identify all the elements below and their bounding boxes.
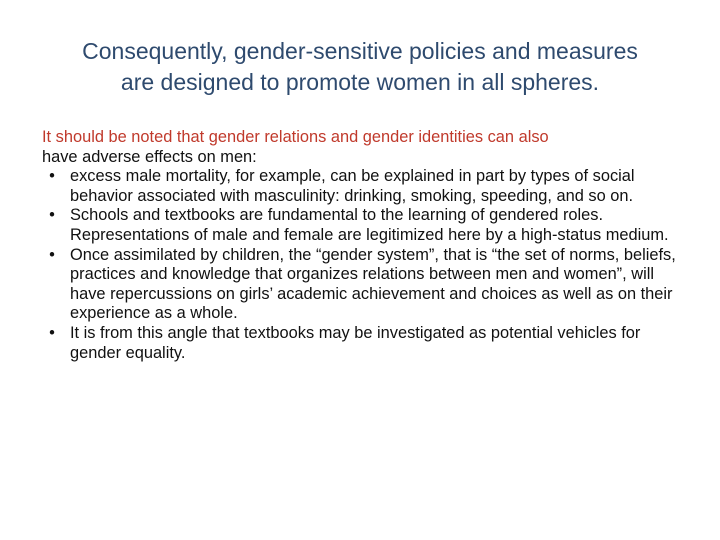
bullet-text: Once assimilated by children, the “gender system”, that is “the set of norms, beliefs, practices and knowledge that organizes relations between men and women”, will have repercussions on girls’ academic achievement and choices as well as on their experience as a whole. <box>70 245 676 323</box>
bullet-icon: • <box>49 206 55 225</box>
intro-continuation: have adverse effects on men: <box>42 147 257 166</box>
slide-body <box>42 128 682 363</box>
bullet-item-mortality <box>42 167 682 206</box>
title-line-1: Consequently, gender-sensitive policies and measures <box>82 38 638 64</box>
bullet-text: Schools and textbooks are fundamental to the learning of gendered roles. Representations of male and female are legitimized here by a high-status medium. <box>70 206 669 244</box>
bullet-text: It is from this angle that textbooks may be investigated as potential vehicles for gender equality. <box>70 323 641 362</box>
bullet-icon: • <box>49 167 55 186</box>
intro-highlight: It should be noted that gender relations and gender identities can also <box>42 128 549 146</box>
intro-paragraph <box>42 128 682 167</box>
bullet-item-textbooks <box>42 324 682 363</box>
bullet-list <box>42 167 682 363</box>
bullet-icon: • <box>49 323 55 342</box>
bullet-item-gender-system <box>42 246 682 324</box>
slide-title <box>30 36 690 98</box>
title-line-2: are designed to promote women in all spheres. <box>120 69 600 95</box>
bullet-item-schools <box>42 206 682 245</box>
bullet-text: excess male mortality, for example, can be explained in part by types of social behavior associated with masculinity: drinking, smoking, speeding, and so on. <box>70 167 635 205</box>
bullet-icon: • <box>49 245 55 264</box>
